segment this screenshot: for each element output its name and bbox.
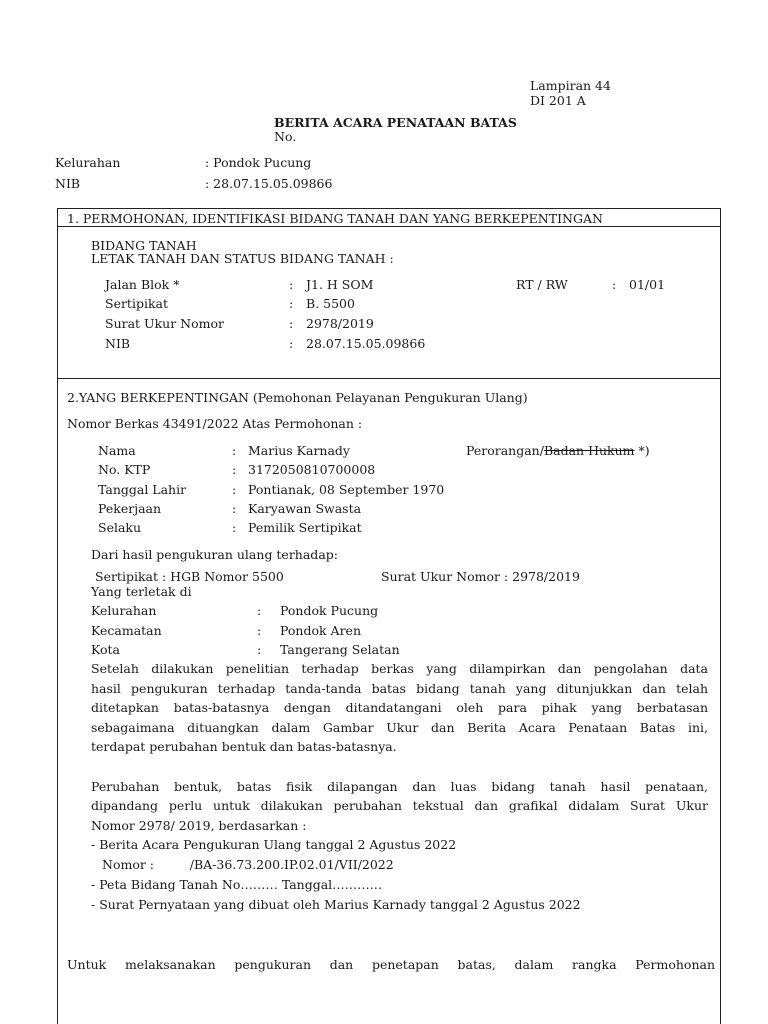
list-item: - Berita Acara Pengukuran Ulang tanggal 2 Agustus 2022 xyxy=(91,837,457,852)
list-item: - Surat Pernyataan yang dibuat oleh Marius Karnady tanggal 2 Agustus 2022 xyxy=(91,897,581,912)
loc-kota-value: Tangerang Selatan xyxy=(280,642,400,657)
table-left-border xyxy=(57,208,58,1024)
kelurahan-value: : Pondok Pucung xyxy=(205,155,312,170)
section-divider xyxy=(57,378,721,379)
rtrw-colon: : xyxy=(612,277,617,292)
paragraph-line: Setelah dilakukan penelitian terhadap berkas yang dilampirkan dan pengolahan data xyxy=(91,661,708,676)
sertipikat-value: B. 5500 xyxy=(306,296,355,311)
tanggal-lahir-value: Pontianak, 08 September 1970 xyxy=(248,482,445,497)
document-title: BERITA ACARA PENATAAN BATAS xyxy=(274,115,517,130)
surat-ukur-value: 2978/2019 xyxy=(306,316,374,331)
list-item: Nomor : /BA-36.73.200.IP.02.01/VII/2022 xyxy=(102,857,394,872)
nama-colon: : xyxy=(232,443,237,458)
pekerjaan-colon: : xyxy=(232,501,237,516)
nomor-berkas: Nomor Berkas 43491/2022 Atas Permohonan : xyxy=(67,416,363,431)
ktp-label: No. KTP xyxy=(98,462,151,477)
selaku-colon: : xyxy=(232,520,237,535)
badan-hukum-option: Badan Hukum xyxy=(543,443,635,458)
nib-label: NIB xyxy=(55,176,81,191)
dari-hasil-text: Dari hasil pengukuran ulang terhadap: xyxy=(91,547,338,562)
asterisk-note: *) xyxy=(634,443,650,458)
table-right-border xyxy=(720,208,721,1024)
nib-row-value: 28.07.15.05.09866 xyxy=(306,336,426,351)
nib-row-label: NIB xyxy=(105,336,131,351)
jalan-blok-value: J1. H SOM xyxy=(306,277,374,292)
list-item: - Peta Bidang Tanah No……… Tanggal………… xyxy=(91,877,383,892)
rtrw-label: RT / RW xyxy=(516,277,568,292)
pekerjaan-value: Karyawan Swasta xyxy=(248,501,362,516)
kelurahan-label: Kelurahan xyxy=(55,155,121,170)
paragraph-line: ditetapkan batas-batasnya dengan ditandatangani oleh para pihak yang berbatasan xyxy=(91,700,708,715)
bidang-tanah-heading: BIDANG TANAH xyxy=(91,238,197,253)
sertipikat-label: Sertipikat xyxy=(105,296,169,311)
sertipikat-hgb-line: Sertipikat : HGB Nomor 5500 xyxy=(95,569,284,584)
loc-kota-label: Kota xyxy=(91,642,121,657)
surat-ukur-label: Surat Ukur Nomor xyxy=(105,316,224,331)
loc-kecamatan-colon: : xyxy=(257,623,262,638)
section1-heading: 1. PERMOHONAN, IDENTIFIKASI BIDANG TANAH DAN YANG BERKEPENTINGAN xyxy=(67,211,603,226)
table-top-border xyxy=(57,208,721,209)
paragraph-line: sebagaimana dituangkan dalam Gambar Ukur dan Berita Acara Penataan Batas ini, xyxy=(91,720,708,735)
nib-value: : 28.07.15.05.09866 xyxy=(205,176,333,191)
applicant-type xyxy=(466,443,650,458)
form-code: DI 201 A xyxy=(530,93,586,108)
surat-ukur-colon: : xyxy=(289,316,294,331)
loc-kelurahan-label: Kelurahan xyxy=(91,603,157,618)
jalan-blok-colon: : xyxy=(289,277,294,292)
jalan-blok-label: Jalan Blok * xyxy=(105,277,180,292)
ktp-colon: : xyxy=(232,462,237,477)
paragraph-line: dipandang perlu untuk dilakukan perubahan tekstual dan grafikal didalam Surat Ukur xyxy=(91,798,708,813)
paragraph-line: terdapat perubahan bentuk dan batas-batasnya. xyxy=(91,739,397,754)
nama-value: Marius Karnady xyxy=(248,443,350,458)
loc-kecamatan-label: Kecamatan xyxy=(91,623,162,638)
paragraph-line: Nomor 2978/ 2019, berdasarkan : xyxy=(91,818,307,833)
document-number-label: No. xyxy=(274,129,297,144)
nib-row-colon: : xyxy=(289,336,294,351)
paragraph-line: hasil pengukuran terhadap tanda-tanda batas bidang tanah yang ditunjukkan dan telah xyxy=(91,681,708,696)
surat-ukur-line: Surat Ukur Nomor : 2978/2019 xyxy=(381,569,580,584)
nama-label: Nama xyxy=(98,443,136,458)
selaku-label: Selaku xyxy=(98,520,142,535)
pekerjaan-label: Pekerjaan xyxy=(98,501,162,516)
loc-kota-colon: : xyxy=(257,642,262,657)
selaku-value: Pemilik Sertipikat xyxy=(248,520,362,535)
terletak-text: Yang terletak di xyxy=(91,584,192,599)
loc-kecamatan-value: Pondok Aren xyxy=(280,623,362,638)
section1-heading-divider xyxy=(57,226,721,227)
section2-heading: 2.YANG BERKEPENTINGAN (Pemohonan Pelayanan Pengukuran Ulang) xyxy=(67,390,528,405)
rtrw-value: 01/01 xyxy=(629,277,666,292)
tanggal-lahir-colon: : xyxy=(232,482,237,497)
paragraph-line: Perubahan bentuk, batas fisik dilapangan dan luas bidang tanah hasil penataan, xyxy=(91,779,708,794)
letak-tanah-heading: LETAK TANAH DAN STATUS BIDANG TANAH : xyxy=(91,251,394,266)
perorangan-option: Perorangan/ xyxy=(466,443,544,458)
attachment-label: Lampiran 44 xyxy=(530,78,611,93)
loc-kelurahan-value: Pondok Pucung xyxy=(280,603,379,618)
closing-line: Untuk melaksanakan pengukuran dan penetapan batas, dalam rangka Permohonan xyxy=(67,957,715,972)
sertipikat-colon: : xyxy=(289,296,294,311)
ktp-value: 3172050810700008 xyxy=(248,462,376,477)
tanggal-lahir-label: Tanggal Lahir xyxy=(98,482,187,497)
loc-kelurahan-colon: : xyxy=(257,603,262,618)
